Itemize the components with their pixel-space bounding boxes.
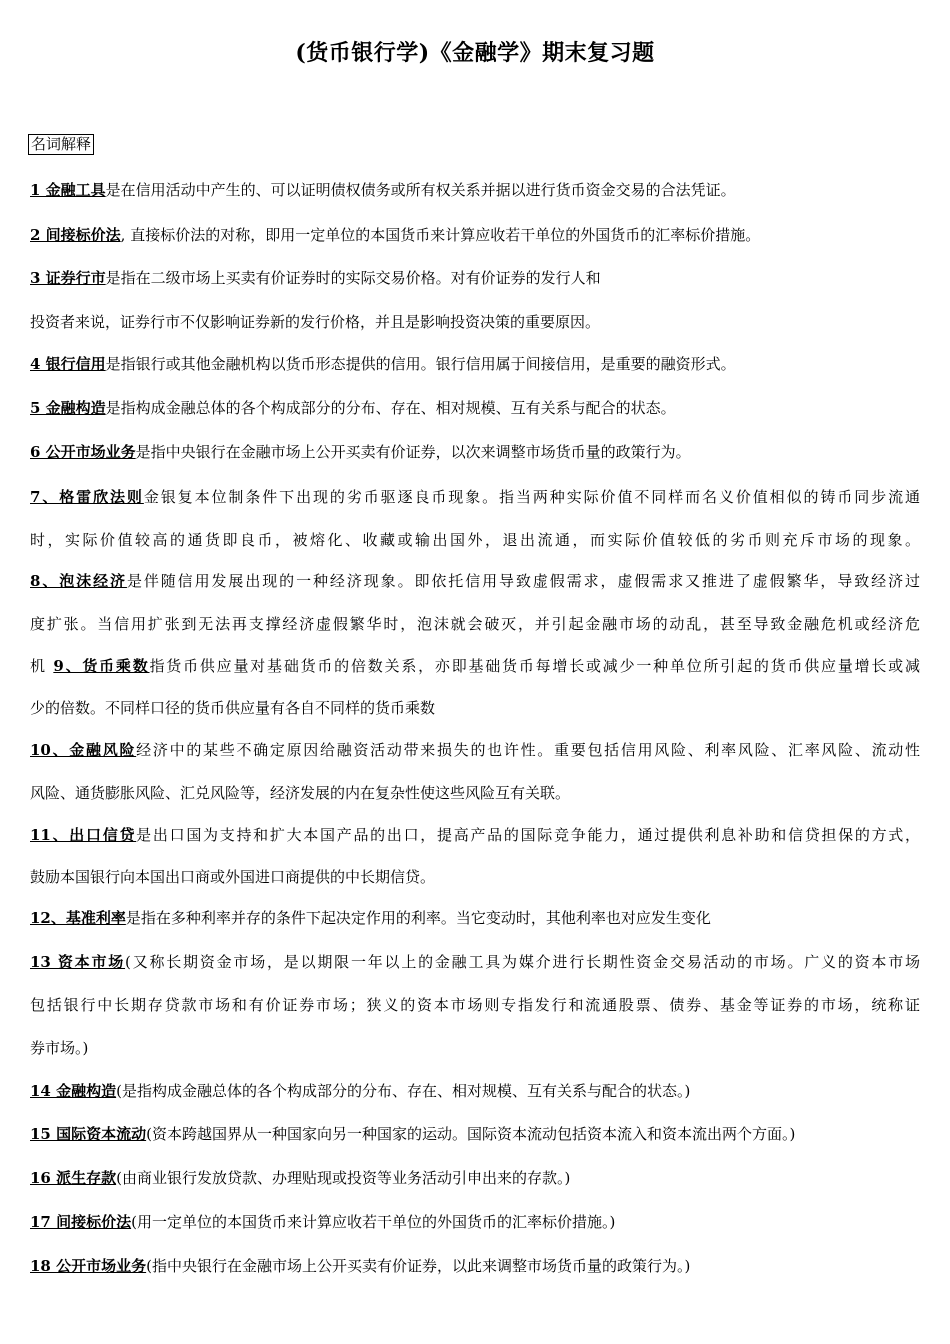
definition-text: 是指银行或其他金融机构以货币形态提供的信用。银行信用属于间接信用，是重要的融资形式。: [105, 355, 736, 373]
definition-term: 17 间接标价法: [30, 1213, 132, 1231]
definition-text: 经济中的某些不确定原因给融资活动带来损失的也许性。重要包括信用风险、利率风险、汇率风险、流动性: [136, 741, 921, 759]
definition-text: 是指构成金融总体的各个构成部分的分布、存在、相对规模、互有关系与配合的状态。: [105, 399, 676, 417]
definition-text: , 直接标价法的对称，即用一定单位的本国货币来计算应收若干单位的外国货币的汇率标价措施。: [120, 226, 761, 244]
definition-text: 度扩张。当信用扩张到无法再支撑经济虚假繁华时，泡沫就会破灭，并引起金融市场的动乱，甚至导致金融危机或经济危: [30, 615, 920, 633]
definition-term: 16 派生存款: [30, 1169, 117, 1187]
definition-text: (由商业银行发放贷款、办理贴现或投资等业务活动引申出来的存款。): [116, 1169, 571, 1187]
definition-text: 是指在二级市场上买卖有价证券时的实际交易价格。对有价证券的发行人和: [105, 269, 601, 287]
definition-line: [30, 442, 920, 462]
definition-term: 9、货币乘数: [53, 657, 150, 675]
definition-text: 时，实际价值较高的通货即良币，被熔化、收藏或输出国外，退出流通，而实际价值较低的劣币则充斥市场的现象。: [30, 531, 920, 549]
definition-term: 12、基准利率: [30, 909, 126, 927]
definition-line: [30, 783, 920, 803]
definition-line: [30, 698, 920, 718]
definition-line: [30, 312, 920, 332]
definition-text: 风险、通货膨胀风险、汇兑风险等，经济发展的内在复杂性使这些风险互有关联。: [30, 784, 571, 802]
definition-line: [30, 571, 920, 591]
definition-line: [30, 1038, 920, 1058]
definition-term: 1 金融工具: [30, 181, 106, 199]
definition-line: [30, 268, 920, 288]
definition-line: [30, 180, 920, 200]
definition-text: 鼓励本国银行向本国出口商或外国进口商提供的中长期信贷。: [30, 868, 436, 886]
definition-term: 15 国际资本流动: [30, 1125, 147, 1143]
definition-text: 是在信用活动中产生的、可以证明债权债务或所有权关系并据以进行货币资金交易的合法凭证。: [105, 181, 736, 199]
definition-line: [30, 614, 920, 634]
definition-text: 投资者来说，证券行市不仅影响证券新的发行价格，并且是影响投资决策的重要原因。: [30, 313, 601, 331]
definition-line: [30, 908, 920, 928]
line-lead-text: 机: [30, 657, 54, 675]
definition-term: 4 银行信用: [30, 355, 106, 373]
definition-text: (资本跨越国界从一种国家向另一种国家的运动。国际资本流动包括资本流入和资本流出两个方面。): [146, 1125, 796, 1143]
definition-line: [30, 952, 920, 972]
definition-text: (用一定单位的本国货币来计算应收若干单位的外国货币的汇率标价措施。): [131, 1213, 616, 1231]
definition-text: 是出口国为支持和扩大本国产品的出口，提高产品的国际竞争能力，通过提供利息补助和信贷担保的方式，: [136, 826, 921, 844]
definition-line: [30, 1081, 920, 1101]
definition-line: [30, 1168, 920, 1188]
definition-term: 5 金融构造: [30, 399, 106, 417]
definition-term: 6 公开市场业务: [30, 443, 136, 461]
definition-term: 7、格雷欣法则: [30, 488, 144, 506]
definition-text: 是指在多种利率并存的条件下起决定作用的利率。当它变动时，其他利率也对应发生变化: [125, 909, 711, 927]
definition-line: [30, 867, 920, 887]
definition-term: 2 间接标价法: [30, 226, 121, 244]
definition-term: 8、泡沫经济: [30, 572, 127, 590]
definition-text: 是伴随信用发展出现的一种经济现象。即依托信用导致虚假需求，虚假需求又推进了虚假繁华，导致经济过: [126, 572, 920, 590]
definition-line: [30, 398, 920, 418]
definition-line: [30, 1124, 920, 1144]
definition-text: (指中央银行在金融市场上公开买卖有价证券，以此来调整市场货币量的政策行为。): [146, 1257, 691, 1275]
definition-term: 11、出口信贷: [30, 826, 137, 844]
definition-text: (又称长期资金市场，是以期限一年以上的金融工具为媒介进行长期性资金交易活动的市场。广义的资本市场: [125, 953, 920, 971]
section-heading: 名词解释: [28, 134, 94, 155]
definition-line: [30, 740, 920, 760]
definition-text: 指货币供应量对基础货币的倍数关系，亦即基础货币每增长或减少一种单位所引起的货币供应量增长或减: [149, 657, 920, 675]
definition-line: [30, 354, 920, 374]
definition-text: 券市场。): [30, 1039, 89, 1057]
definition-line: [30, 656, 920, 676]
definition-term: 18 公开市场业务: [30, 1257, 147, 1275]
definition-term: 10、金融风险: [30, 741, 137, 759]
definition-term: 13 资本市场: [30, 953, 126, 971]
definition-text: (是指构成金融总体的各个构成部分的分布、存在、相对规模、互有关系与配合的状态。): [116, 1082, 691, 1100]
document-title: (货币银行学)《金融学》期末复习题: [295, 40, 655, 66]
definition-term: 3 证券行市: [30, 269, 106, 287]
definition-term: 14 金融构造: [30, 1082, 117, 1100]
definition-text: 少的倍数。不同样口径的货币供应量有各自不同样的货币乘数: [30, 699, 436, 717]
definition-line: [30, 825, 920, 845]
definition-line: [30, 995, 920, 1015]
definition-text: 金银复本位制条件下出现的劣币驱逐良币现象。指当两种实际价值不同样而名义价值相似的铸币同步流通: [143, 488, 920, 506]
definition-text: 是指中央银行在金融市场上公开买卖有价证券，以次来调整市场货币量的政策行为。: [135, 443, 691, 461]
definition-line: [30, 225, 920, 245]
definition-line: [30, 487, 920, 507]
definition-text: 包括银行中长期存贷款市场和有价证券市场；狭义的资本市场则专指发行和流通股票、债券、基金等证券的市场，统称证: [30, 996, 920, 1014]
definition-line: [30, 530, 920, 550]
definition-line: [30, 1256, 920, 1276]
definition-line: [30, 1212, 920, 1232]
